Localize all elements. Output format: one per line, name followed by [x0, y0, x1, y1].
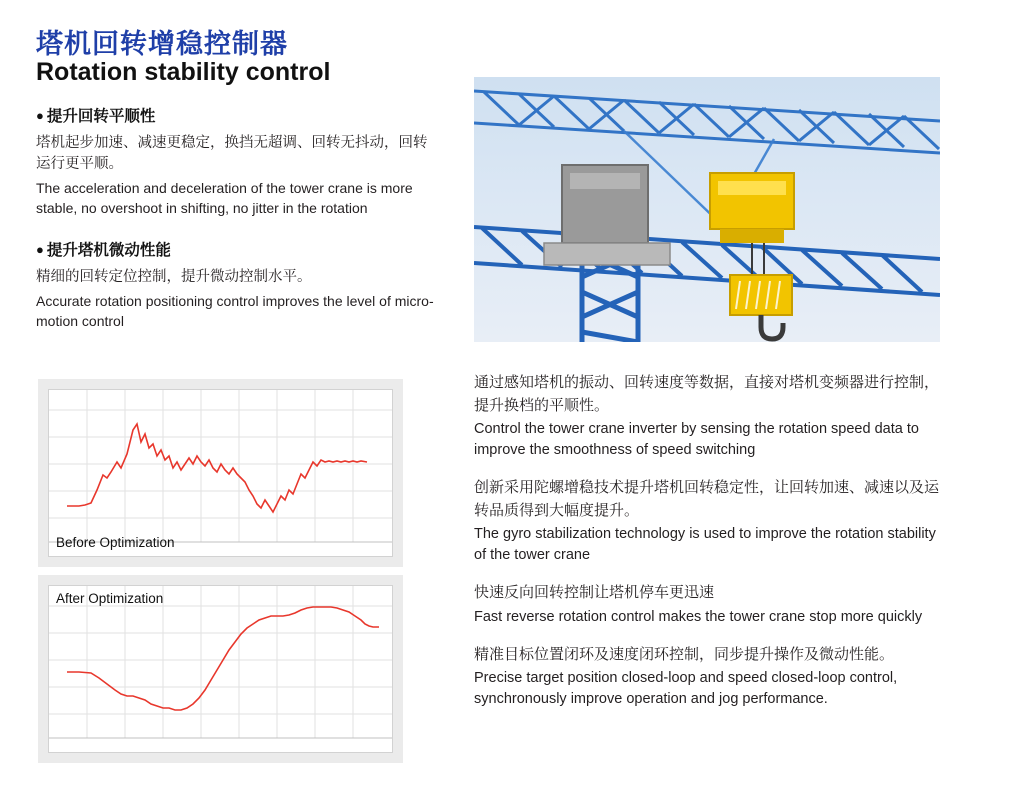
chart-after-svg: [49, 586, 392, 752]
feature-heading-1-text: 提升回转平顺性: [46, 108, 156, 125]
feature-heading-1: [36, 107, 436, 127]
spacer: [36, 219, 436, 241]
paragraph-3: [474, 582, 940, 628]
chart-before-label: Before Optimization: [56, 535, 175, 550]
paragraph-1: [474, 372, 940, 461]
paragraph-3-en: Fast reverse rotation control makes the tower crane stop more quickly: [474, 608, 923, 625]
chart-before-svg: [49, 390, 392, 556]
feature-cn-1: 塔机起步加速、减速更稳定，换挡无超调、回转无抖动，回转运行更平顺。: [36, 135, 428, 173]
paragraph-1-cn: 通过感知塔机的振动、回转速度等数据，直接对塔机变频器进行控制，提升换档的平顺性。: [474, 374, 940, 414]
chart-after-plot-area: [48, 585, 393, 753]
feature-block-2: [36, 241, 436, 332]
feature-en-1: The acceleration and deceleration of the tower crane is more stable, no overshoot in shifting, no jitter in the rotation: [36, 180, 413, 217]
photo-crane-illustration: [474, 77, 940, 342]
feature-block-1: [36, 107, 436, 219]
paragraph-4: [474, 644, 940, 711]
paragraph-2: [474, 477, 940, 566]
paragraph-4-en: Precise target position closed-loop and speed closed-loop control, synchronously improve operation and jog performance.: [474, 670, 898, 708]
feature-cn-2: 精细的回转定位控制，提升微动控制水平。: [36, 268, 312, 285]
feature-heading-2-text: 提升塔机微动性能: [46, 241, 171, 259]
paragraph-2-cn: 创新采用陀螺增稳技术提升塔机回转稳定性，让回转加速、减速以及运转品质得到大幅度提升。: [474, 479, 940, 519]
page-title-en: Rotation stability control: [36, 58, 331, 86]
feature-en-2: Accurate rotation positioning control improves the level of micro-motion control: [36, 292, 434, 330]
feature-heading-2: [36, 241, 436, 261]
paragraph-3-cn: 快速反向回转控制让塔机停车更迅速: [474, 584, 715, 602]
right-text-column: [474, 372, 940, 726]
paragraph-4-cn: 精准目标位置闭环及速度闭环控制，同步提升操作及微动性能。: [474, 645, 895, 663]
bullet-dot-icon: ●: [36, 108, 44, 124]
bullet-dot-icon: ●: [36, 242, 44, 258]
paragraph-2-en: The gyro stabilization technology is used to improve the rotation stability of the tower crane: [474, 526, 936, 564]
tower-crane-photo: [474, 77, 940, 342]
chart-before-plot-area: [48, 389, 393, 557]
left-text-column: [36, 107, 436, 332]
chart-after-label: After Optimization: [56, 591, 164, 606]
page-title-cn: 塔机回转增稳控制器: [36, 29, 288, 59]
paragraph-1-en: Control the tower crane inverter by sensing the rotation speed data to improve the smoothness of speed switching: [474, 421, 919, 459]
